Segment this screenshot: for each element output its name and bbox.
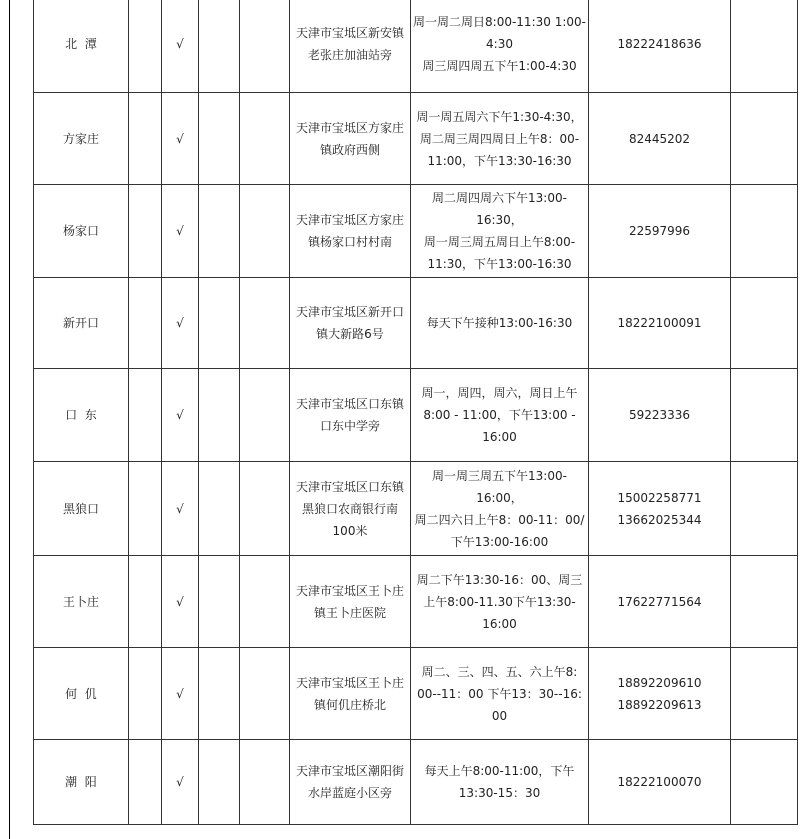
phone-cell (589, 740, 731, 825)
empty-cell (199, 369, 240, 462)
checkmark-cell (162, 185, 199, 278)
phone-number: 18892209610 (617, 675, 702, 690)
checkmark-cell (162, 278, 199, 369)
site-name: 杨家口 (62, 224, 99, 238)
checkmark: √ (176, 686, 184, 701)
phone-number: 18222100091 (617, 316, 702, 330)
empty-cell (731, 185, 798, 278)
site-name-cell (34, 369, 129, 462)
phone-number: 82445202 (628, 131, 691, 146)
table-row (34, 369, 798, 462)
table-row (34, 648, 798, 740)
address-line: 天津市宝坻区口东镇 (295, 479, 404, 494)
table-row (34, 740, 798, 825)
site-name-cell (34, 185, 129, 278)
hours-line: 16:00， (476, 490, 523, 505)
empty-cell (240, 278, 290, 369)
address-cell (290, 93, 411, 185)
address-line: 镇政府西侧 (319, 142, 380, 157)
empty-cell (240, 648, 290, 740)
hours-cell (411, 556, 589, 648)
empty-cell (199, 0, 240, 93)
phone-number: 22597996 (628, 224, 691, 238)
address-cell (290, 278, 411, 369)
checkmark: √ (176, 501, 184, 516)
hours-cell (411, 369, 589, 462)
empty-cell (199, 740, 240, 825)
hours-cell (411, 648, 589, 740)
phone-cell (589, 556, 731, 648)
site-name: 黑狼口 (62, 501, 99, 516)
empty-cell (240, 369, 290, 462)
empty-cell (731, 556, 798, 648)
address-line: 镇杨家口村村南 (307, 235, 392, 249)
checkmark: √ (176, 36, 184, 51)
address-line: 100米 (332, 523, 368, 538)
phone-cell (589, 278, 731, 369)
empty-cell (240, 0, 290, 93)
vaccination-sites-table (33, 0, 798, 825)
hours-cell (411, 462, 589, 556)
hours-cell (411, 93, 589, 185)
address-line: 老张庄加油站旁 (307, 47, 392, 62)
site-name: 何 仉 (65, 686, 97, 701)
table-row (34, 556, 798, 648)
phone-number: 59223336 (628, 408, 691, 422)
phone-cell (589, 648, 731, 740)
checkmark: √ (176, 316, 184, 330)
address-line: 天津市宝坻区新安镇 (295, 25, 404, 40)
empty-cell (199, 648, 240, 740)
address-cell (290, 740, 411, 825)
empty-cell (731, 648, 798, 740)
hours-line: 11:30，下午13:00-16:30 (427, 257, 572, 271)
empty-cell (129, 740, 162, 825)
address-cell (290, 648, 411, 740)
site-name: 口 东 (65, 408, 97, 422)
address-line: 镇大新路6号 (316, 327, 384, 341)
empty-cell (731, 93, 798, 185)
address-line: 镇王卜庄医院 (313, 605, 386, 620)
phone-number: 18222418636 (617, 36, 702, 51)
checkmark: √ (176, 594, 184, 609)
checkmark-cell (162, 0, 199, 93)
address-line: 镇何仉庄桥北 (313, 697, 386, 712)
hours-line: 00 (491, 708, 508, 723)
hours-line: 周二下午13:30-16：00、周三 (416, 572, 583, 587)
site-name: 潮 阳 (65, 775, 97, 789)
hours-line: 16:00 (482, 430, 517, 444)
empty-cell (240, 185, 290, 278)
hours-cell (411, 740, 589, 825)
hours-line: 周二周四周六下午13:00- (432, 191, 567, 205)
phone-number: 13662025344 (617, 512, 702, 527)
checkmark: √ (176, 775, 184, 789)
hours-line: 每天下午接种13:00-16:30 (426, 316, 573, 330)
table-body (34, 0, 798, 825)
hours-line: 16:00 (482, 616, 517, 631)
hours-line: 16:30， (476, 213, 523, 227)
hours-line: 13:30-15：30 (458, 786, 541, 800)
hours-line: 周一周二周日8:00-11:30 1:00- (413, 14, 586, 29)
hours-line: 周二、三、四、五、六上午8: (421, 664, 578, 679)
phone-number: 18892209613 (617, 697, 702, 712)
empty-cell (129, 0, 162, 93)
site-name: 王卜庄 (62, 594, 99, 609)
site-name-cell (34, 93, 129, 185)
empty-cell (129, 278, 162, 369)
checkmark-cell (162, 740, 199, 825)
hours-line: 周一周五周六下午1:30-4:30， (416, 109, 583, 124)
phone-cell (589, 185, 731, 278)
empty-cell (129, 648, 162, 740)
table-row (34, 185, 798, 278)
site-name-cell (34, 740, 129, 825)
address-line: 天津市宝坻区王卜庄 (295, 583, 404, 598)
address-cell (290, 185, 411, 278)
phone-cell (589, 462, 731, 556)
empty-cell (129, 93, 162, 185)
address-line: 天津市宝坻区方家庄 (295, 213, 404, 227)
hours-line: 周一，周四，周六，周日上午 (421, 386, 578, 400)
hours-line: 周三周四周五下午1:00-4:30 (422, 58, 577, 73)
checkmark-cell (162, 556, 199, 648)
hours-line: 周一周三周五下午13:00- (432, 468, 567, 483)
empty-cell (199, 93, 240, 185)
hours-line: 周一周三周五周日上午8:00- (423, 235, 576, 249)
hours-cell (411, 0, 589, 93)
checkmark-cell (162, 369, 199, 462)
checkmark: √ (176, 131, 184, 146)
site-name: 方家庄 (62, 131, 99, 146)
address-line: 黑狼口农商银行南 (301, 501, 398, 516)
table-row (34, 0, 798, 93)
hours-line: 11:00，下午13:30-16:30 (427, 153, 572, 168)
site-name-cell (34, 648, 129, 740)
table-row (34, 278, 798, 369)
empty-cell (199, 185, 240, 278)
address-cell (290, 556, 411, 648)
hours-line: 每天上午8:00-11:00，下午 (424, 764, 575, 778)
document-left-border (0, 0, 10, 839)
address-cell (290, 462, 411, 556)
empty-cell (240, 93, 290, 185)
empty-cell (199, 556, 240, 648)
address-cell (290, 0, 411, 93)
hours-line: 周二四六日上午8：00-11：00/ (414, 512, 585, 527)
empty-cell (129, 462, 162, 556)
empty-cell (129, 556, 162, 648)
empty-cell (129, 185, 162, 278)
empty-cell (240, 740, 290, 825)
checkmark: √ (176, 224, 184, 238)
hours-line: 周二周三周四周日上午8：00- (419, 131, 580, 146)
empty-cell (199, 278, 240, 369)
checkmark: √ (176, 408, 184, 422)
hours-line: 4:30 (486, 36, 513, 51)
address-cell (290, 369, 411, 462)
hours-line: 上午8:00-11.30下午13:30- (423, 594, 576, 609)
address-line: 天津市宝坻区潮阳街 (295, 764, 404, 778)
checkmark-cell (162, 648, 199, 740)
phone-cell (589, 369, 731, 462)
empty-cell (240, 462, 290, 556)
empty-cell (731, 0, 798, 93)
checkmark-cell (162, 93, 199, 185)
empty-cell (129, 369, 162, 462)
address-line: 水岸蓝庭小区旁 (307, 786, 392, 800)
empty-cell (199, 462, 240, 556)
phone-cell (589, 0, 731, 93)
empty-cell (731, 369, 798, 462)
site-name: 北 潭 (65, 36, 97, 51)
hours-cell (411, 278, 589, 369)
address-line: 天津市宝坻区王卜庄 (295, 675, 404, 690)
phone-number: 18222100070 (617, 775, 702, 789)
empty-cell (731, 462, 798, 556)
address-line: 天津市宝坻区方家庄 (295, 120, 404, 135)
hours-line: 8:00 - 11:00，下午13:00 - (423, 408, 576, 422)
address-line: 口东中学旁 (319, 419, 380, 433)
site-name-cell (34, 556, 129, 648)
empty-cell (731, 740, 798, 825)
table-row (34, 462, 798, 556)
hours-line: 00--11：00 下午13：30--16: (417, 686, 582, 701)
site-name-cell (34, 0, 129, 93)
address-line: 天津市宝坻区新开口 (295, 305, 404, 319)
site-name: 新开口 (62, 316, 99, 330)
hours-line: 下午13:00-16:00 (450, 534, 549, 549)
checkmark-cell (162, 462, 199, 556)
table-row (34, 93, 798, 185)
site-name-cell (34, 462, 129, 556)
empty-cell (240, 556, 290, 648)
address-line: 天津市宝坻区口东镇 (295, 397, 404, 411)
phone-number: 15002258771 (617, 490, 702, 505)
empty-cell (731, 278, 798, 369)
site-name-cell (34, 278, 129, 369)
phone-number: 17622771564 (617, 594, 702, 609)
phone-cell (589, 93, 731, 185)
hours-cell (411, 185, 589, 278)
